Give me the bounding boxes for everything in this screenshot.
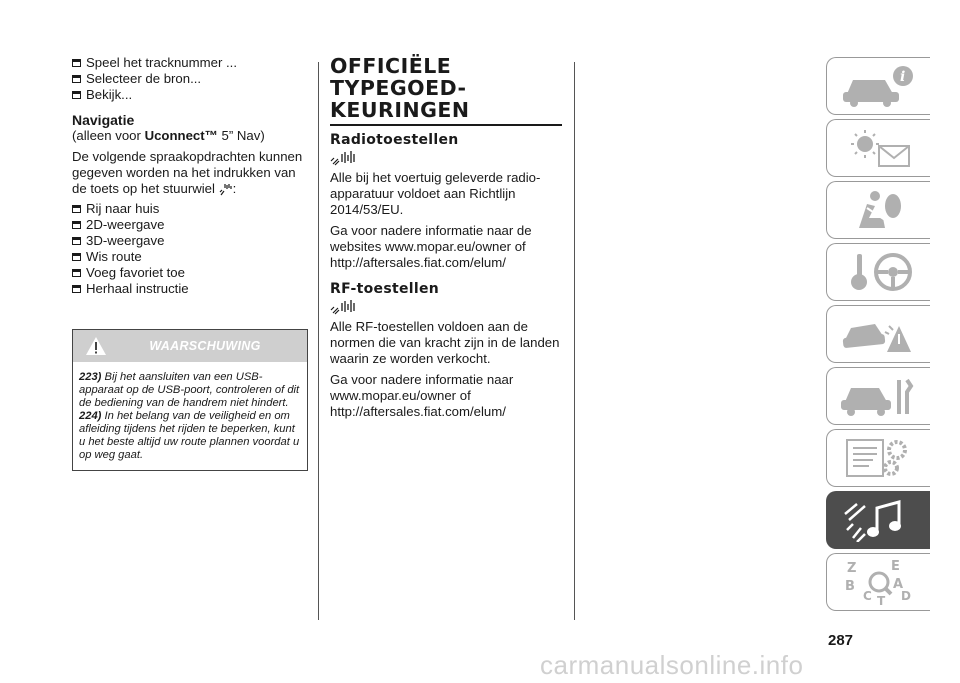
list-item: 3D-weergave <box>72 233 308 249</box>
bullet-box-icon <box>72 237 81 245</box>
multimedia-music-icon <box>839 498 919 542</box>
list-item: Selecteer de bron... <box>72 71 308 87</box>
rf-paragraph-2: Ga voor nadere informatie naar www.mopar.eu/owner of http://aftersales.fiat.com/elum/ <box>330 371 514 419</box>
bullet-box-icon <box>72 59 81 67</box>
bullet-list-navigation <box>72 201 308 297</box>
specs-gear-icon <box>839 436 919 480</box>
warning-item: 224) In het belang van de veiligheid en om afleiding tijdens het rijden te beperken, kunt u het beste altijd uw route plannen voordat u op weg gaat. <box>79 410 300 461</box>
svg-text:i: i <box>899 69 905 85</box>
warning-triangle-icon <box>85 336 107 356</box>
index-letters-icon <box>839 558 919 606</box>
tab-technical-data[interactable] <box>826 429 930 487</box>
bullet-box-icon <box>72 269 81 277</box>
tab-emergency[interactable] <box>826 305 930 363</box>
tab-starting-driving[interactable] <box>826 243 930 301</box>
car-service-icon <box>839 374 919 418</box>
voice-command-icon <box>330 150 358 166</box>
left-column <box>72 55 308 471</box>
list-item: Rij naar huis <box>72 201 308 217</box>
list-item: Bekijk... <box>72 87 308 103</box>
warning-title: WAARSCHUWING <box>149 339 261 353</box>
radio-paragraph-1: Alle bij het voertuig geleverde radio-apparatuur voldoet aan Richtlijn 2014/53/EU. <box>330 169 541 217</box>
list-item: Wis route <box>72 249 308 265</box>
radio-heading: Radiotoestellen <box>330 131 459 148</box>
right-column <box>330 55 562 420</box>
index-letter: D <box>900 589 911 603</box>
warning-lights-icon <box>839 126 919 170</box>
index-letter: E <box>890 559 900 574</box>
watermark: carmanualsonline.info <box>540 650 804 680</box>
index-letter: B <box>844 579 855 594</box>
bullet-box-icon <box>72 75 81 83</box>
tab-maintenance[interactable] <box>826 367 930 425</box>
title-underline <box>330 124 562 126</box>
bullet-box-icon <box>72 285 81 293</box>
list-item: 2D-weergave <box>72 217 308 233</box>
tab-safety[interactable] <box>826 181 930 239</box>
bullet-box-icon <box>72 221 81 229</box>
navigation-heading: Navigatie <box>72 112 135 128</box>
list-item: Voeg favoriet toe <box>72 265 308 281</box>
warning-box <box>72 329 308 471</box>
tab-warning-lights[interactable] <box>826 119 930 177</box>
index-letter: T <box>876 594 885 606</box>
tab-index[interactable] <box>826 553 930 611</box>
bullet-box-icon <box>72 91 81 99</box>
column-divider <box>318 62 319 620</box>
tab-multimedia[interactable] <box>826 491 930 549</box>
voice-command-icon <box>219 183 233 197</box>
voice-commands-paragraph: De volgende spraakopdrachten kunnen gegeven worden na het indrukken van de toets op het stuurwiel : <box>72 149 303 196</box>
warning-header <box>73 330 307 362</box>
list-item: Speel het tracknummer ... <box>72 55 308 71</box>
column-divider <box>574 62 575 620</box>
page-number: 287 <box>828 632 854 649</box>
car-accident-icon <box>839 312 919 356</box>
index-letter: Z <box>846 561 856 576</box>
rf-paragraph-1: Alle RF-toestellen voldoen aan de normen die van kracht zijn in de landen waarin ze worden verkocht. <box>330 318 560 366</box>
chapter-tabs <box>826 57 930 615</box>
voice-command-icon <box>330 299 358 315</box>
list-item: Herhaal instructie <box>72 281 308 297</box>
section-title: OFFICIËLE TYPEGOED- KEURINGEN <box>330 54 470 122</box>
airbag-seat-icon <box>839 188 919 232</box>
bullet-list-top <box>72 55 308 103</box>
car-info-icon <box>839 64 919 108</box>
tab-car-info[interactable] <box>826 57 930 115</box>
radio-paragraph-2: Ga voor nadere informatie naar de websites www.mopar.eu/owner of http://aftersales.fiat.com/elum/ <box>330 222 532 270</box>
index-letter: C <box>862 589 872 603</box>
rf-heading: RF-toestellen <box>330 280 440 297</box>
bullet-box-icon <box>72 253 81 261</box>
navigation-subheading: (alleen voor Uconnect™ 5” Nav) <box>72 128 265 143</box>
warning-item: 223) Bij het aansluiten van een USB-apparaat op de USB-poort, controleren of dit de bediening van de handrem niet hindert. <box>79 371 300 409</box>
warning-body <box>73 362 307 470</box>
key-steering-icon <box>839 250 919 294</box>
index-letter: A <box>892 577 903 592</box>
bullet-box-icon <box>72 205 81 213</box>
